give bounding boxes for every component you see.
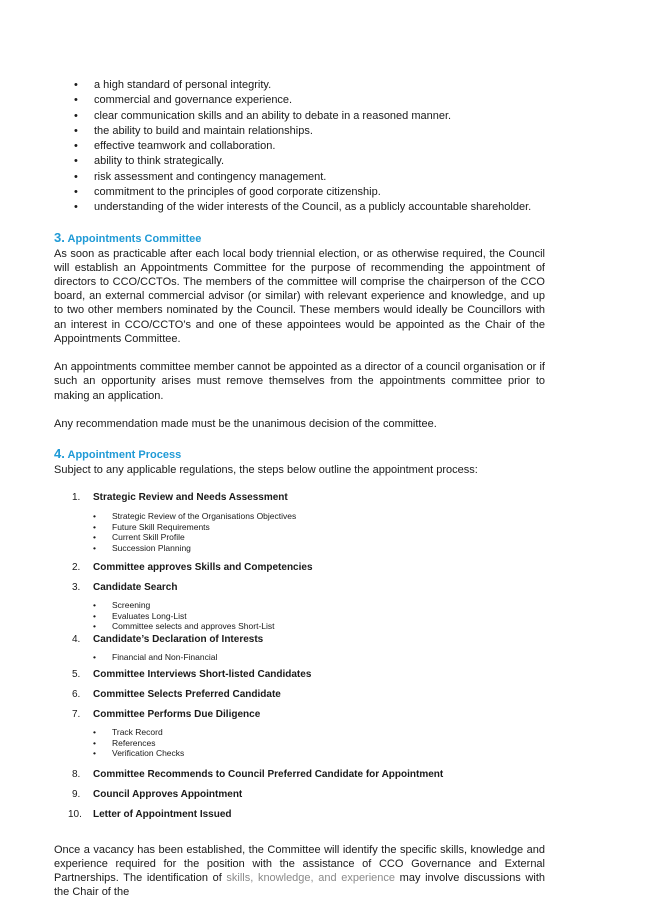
step-title: Committee approves Skills and Competencies <box>93 562 313 574</box>
step-title: Candidate’s Declaration of Interests <box>93 633 264 645</box>
step-5 <box>54 665 545 681</box>
step-number: 8. <box>72 768 81 780</box>
step-number: 5. <box>72 669 81 681</box>
section-number: 3. <box>54 229 65 245</box>
list-item: • understanding of the wider interests of the Council, as a publicly accountable shareholder. <box>54 200 545 215</box>
list-item: • Evaluates Long-List <box>93 611 545 622</box>
step-title: Committee Recommends to Council Preferred Candidate for Appointment <box>93 768 444 780</box>
paragraph: Subject to any applicable regulations, the steps below outline the appointment process: <box>54 463 478 476</box>
list-item: • References <box>93 738 545 749</box>
step-6 <box>54 685 545 701</box>
list-item: • Verification Checks <box>93 748 545 759</box>
highlighted-phrase: skills, knowledge, and experience <box>226 872 396 885</box>
step-number: 9. <box>72 788 81 800</box>
step-3 <box>54 578 545 632</box>
step-number: 2. <box>72 562 81 574</box>
list-item: • Future Skill Requirements <box>93 522 545 533</box>
step-10 <box>54 805 545 821</box>
step-2 <box>54 558 545 574</box>
list-item: • Succession Planning <box>93 543 545 554</box>
section-title: Appointments Committee <box>67 232 202 245</box>
appointment-steps <box>54 488 545 821</box>
section-title: Appointment Process <box>67 448 182 461</box>
step-number: 6. <box>72 689 81 701</box>
step-9 <box>54 785 545 801</box>
step-title: Letter of Appointment Issued <box>93 808 232 820</box>
sub-list <box>93 652 545 663</box>
paragraph: As soon as practicable after each local body triennial election, or as otherwise required, the Council will establish an Appointments Committee for the purpose of recommending the appointment of directors to CCO/CCTOs. The members of the committee will comprise the chairperson of the CCO board, an external commercial advisor (or similar) with relevant experience and knowledge, and up to two other members nominated by the Council. These members would ideally be Councillors with an interest in CCO/CCTO’s and one of these appointees would be appointed as the Chair of the Appointments Committee. <box>54 247 545 345</box>
attributes-list <box>54 78 545 216</box>
step-title: Strategic Review and Needs Assessment <box>93 492 288 504</box>
document-page <box>54 78 545 899</box>
step-7 <box>54 705 545 759</box>
step-8 <box>54 765 545 781</box>
sub-list <box>93 727 545 759</box>
step-number: 1. <box>72 492 81 504</box>
list-item: • risk assessment and contingency management. <box>54 170 545 185</box>
closing-text-1: Once a vacancy has been established, the Committee will identify the specific skills, knowledge and experience required for the position with the assistance of CCO Governance and External Partnerships. The identification of <box>54 843 545 885</box>
sub-list <box>93 511 545 553</box>
list-item: • ability to think strategically. <box>54 154 545 169</box>
step-number: 10. <box>68 808 82 820</box>
step-number: 3. <box>72 582 81 594</box>
step-title: Council Approves Appointment <box>93 788 243 800</box>
list-item: • Financial and Non-Financial <box>93 652 545 663</box>
step-title: Committee Performs Due Diligence <box>93 709 261 721</box>
list-item: • Strategic Review of the Organisations Objectives <box>93 511 545 522</box>
sub-list <box>93 600 545 632</box>
closing-text-2: may involve discussions with the Chair of the <box>54 872 545 899</box>
paragraph: Any recommendation made must be the unanimous decision of the committee. <box>54 417 437 430</box>
step-number: 4. <box>72 633 81 645</box>
list-item: • Current Skill Profile <box>93 532 545 543</box>
step-4 <box>54 630 545 663</box>
step-title: Committee Selects Preferred Candidate <box>93 689 281 701</box>
section-number: 4. <box>54 445 65 461</box>
step-title: Candidate Search <box>93 582 178 594</box>
section-3-heading <box>54 230 545 247</box>
list-item: • commercial and governance experience. <box>54 93 545 108</box>
list-item: • effective teamwork and collaboration. <box>54 139 545 154</box>
list-item: • Committee selects and approves Short-List <box>93 621 545 632</box>
step-1 <box>54 488 545 553</box>
section-4-heading <box>54 446 545 463</box>
paragraph: An appointments committee member cannot be appointed as a director of a council organisation or if such an opportunity arises must remove themselves from the appointments committee prior to making an application. <box>54 361 545 402</box>
list-item: • the ability to build and maintain relationships. <box>54 124 545 139</box>
list-item: • commitment to the principles of good corporate citizenship. <box>54 185 545 200</box>
list-item: • Screening <box>93 600 545 611</box>
step-number: 7. <box>72 709 81 721</box>
list-item: • clear communication skills and an ability to debate in a reasoned manner. <box>54 109 545 124</box>
list-item: • a high standard of personal integrity. <box>54 78 545 93</box>
list-item: • Track Record <box>93 727 545 738</box>
step-title: Committee Interviews Short-listed Candidates <box>93 669 312 681</box>
closing-paragraph <box>54 843 545 900</box>
